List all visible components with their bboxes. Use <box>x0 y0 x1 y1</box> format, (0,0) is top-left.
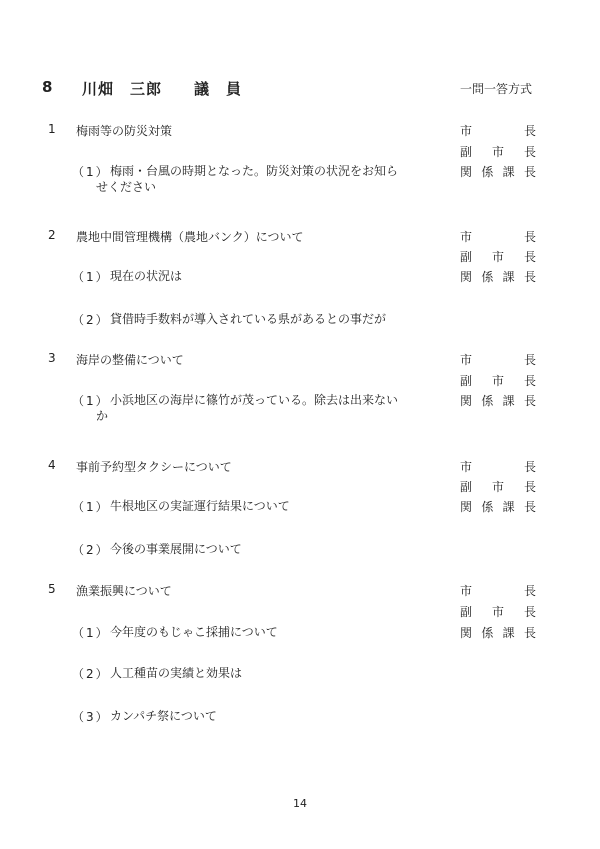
sub-question-number: （1） <box>72 165 110 179</box>
sub-question-number: （3） <box>72 710 110 724</box>
responder-mayor: 市 長 <box>460 584 536 598</box>
question-number: 5 <box>48 582 56 596</box>
question-title: 梅雨等の防災対策 <box>76 124 173 138</box>
page-number: 14 <box>293 797 307 810</box>
question-title: 事前予約型タクシーについて <box>76 460 232 474</box>
responder-mayor: 市 長 <box>460 230 536 244</box>
sub-question-text: 今後の事業展開について <box>110 542 242 556</box>
question-number: 4 <box>48 458 56 472</box>
question-title: 漁業振興について <box>76 584 172 598</box>
sub-question-text: 今年度のもじゃこ採捕について <box>110 625 278 639</box>
responder-vice-mayor: 副 市 長 <box>460 480 536 494</box>
sub-question-number: （1） <box>72 394 110 408</box>
sub-question-text: 現在の状況は <box>110 269 183 283</box>
sub-question-text: カンパチ祭について <box>110 709 217 723</box>
responder-mayor: 市 長 <box>460 460 536 474</box>
sub-question-text: 人工種苗の実績と効果は <box>110 666 243 680</box>
responder-vice-mayor: 副 市 長 <box>460 374 536 388</box>
sub-question-text: 貸借時手数料が導入されている県があるとの事だが <box>110 312 387 326</box>
responder-section-chief: 関 係 課 長 <box>460 270 536 284</box>
sub-question-number: （2） <box>72 313 110 327</box>
sub-question-number: （1） <box>72 626 110 640</box>
sub-question-text: 梅雨・台風の時期となった。防災対策の状況をお知ら せください <box>96 164 399 194</box>
question-title: 農地中間管理機構（農地バンク）について <box>76 230 304 244</box>
sub-question-number: （2） <box>72 667 110 681</box>
responder-vice-mayor: 副 市 長 <box>460 250 536 264</box>
question-title: 海岸の整備について <box>76 353 184 367</box>
question-method: 一問一答方式 <box>460 82 533 96</box>
responder-mayor: 市 長 <box>460 124 536 138</box>
responder-section-chief: 関 係 課 長 <box>460 500 536 514</box>
sub-question-number: （1） <box>72 500 110 514</box>
responder-section-chief: 関 係 課 長 <box>460 165 536 179</box>
responder-mayor: 市 長 <box>460 353 536 367</box>
responder-section-chief: 関 係 課 長 <box>460 394 536 408</box>
member-number: 8 <box>42 78 53 96</box>
question-number: 2 <box>48 228 56 242</box>
sub-question-text: 牛根地区の実証運行結果について <box>110 499 290 513</box>
sub-question-number: （1） <box>72 270 110 284</box>
sub-question-number: （2） <box>72 543 110 557</box>
responder-section-chief: 関 係 課 長 <box>460 626 536 640</box>
responder-vice-mayor: 副 市 長 <box>460 145 536 159</box>
member-name: 川畑 三郎 議 員 <box>82 80 243 98</box>
sub-question-text: 小浜地区の海岸に篠竹が茂っている。除去は出来ない か <box>96 393 399 423</box>
responder-vice-mayor: 副 市 長 <box>460 605 536 619</box>
question-number: 3 <box>48 351 56 365</box>
member-header <box>0 78 600 98</box>
question-number: 1 <box>48 122 56 136</box>
